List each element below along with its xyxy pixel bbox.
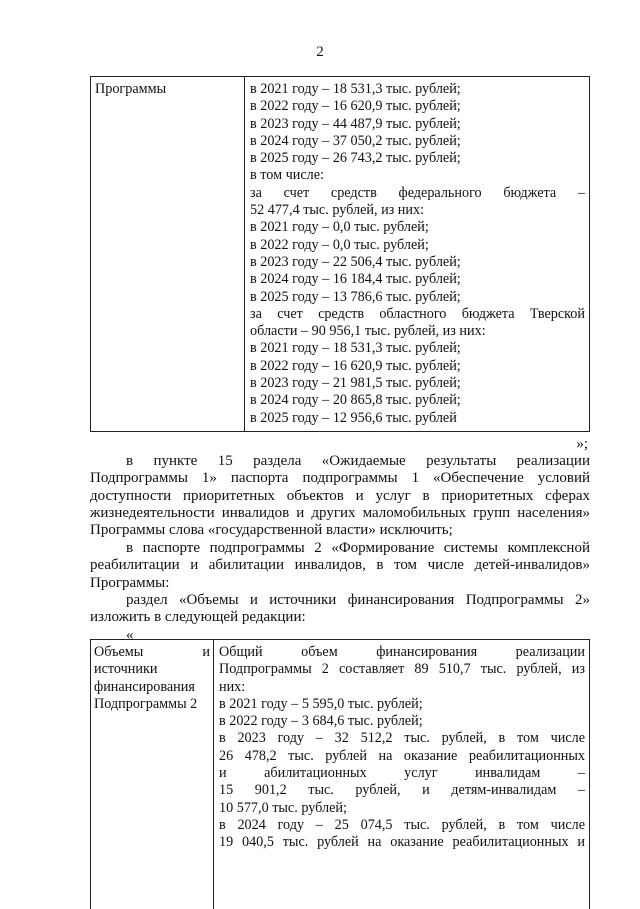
paragraph-line: Программы: (90, 574, 170, 591)
paragraph-line: в паспорте подпрограммы 2 «Формирование системы комплексной (126, 540, 590, 556)
paragraph-line: в пункте 15 раздела «Ожидаемые результаты реализации (126, 453, 590, 469)
funding-table-program (90, 76, 590, 432)
table-line: в 2024 году – 16 184,4 тыс. рублей; (250, 271, 461, 288)
table-line: в 2024 году – 25 074,5 тыс. рублей, в том числе (219, 816, 585, 833)
paragraph-line: раздел «Объемы и источники финансирования Подпрограммы 2» (126, 592, 590, 608)
paragraph-line: доступности приоритетных объектов и услуг в приоритетных сферах (90, 487, 590, 504)
table-line: в 2021 году – 18 531,3 тыс. рублей; (250, 81, 461, 97)
table-line: и абилитационных услуг инвалидам – (219, 765, 585, 782)
opening-quote: « (126, 626, 134, 643)
paragraph-subprogram-2 (90, 540, 590, 592)
paragraph-line: реабилитации и абилитации инвалидов, в том числе детей-инвалидов» (90, 557, 590, 574)
table-right-cell (250, 81, 585, 427)
table-line: 26 478,2 тыс. рублей на оказание реабилитационных (219, 747, 585, 764)
closing-quote: »; (576, 436, 588, 452)
table-line: в 2023 году – 44 487,9 тыс. рублей; (250, 115, 461, 132)
paragraph-line: изложить в следующей редакции: (90, 609, 306, 626)
table-left-line: финансирования (94, 678, 195, 695)
table-left-line: Подпрограммы 2 (94, 695, 198, 712)
table-line: в 2025 году – 12 956,6 тыс. рублей (250, 409, 457, 426)
table-left-label: Программы (95, 81, 167, 97)
table-line: Общий объем финансирования реализации (219, 644, 585, 660)
table-line: 52 477,4 тыс. рублей, из них: (250, 202, 425, 219)
table-line: области – 90 956,1 тыс. рублей, из них: (250, 323, 486, 340)
table-line: них: (219, 678, 246, 695)
table-line: Подпрограммы 2 составляет 89 510,7 тыс. рублей, из (219, 661, 585, 678)
table-line: в 2023 году – 32 512,2 тыс. рублей, в том числе (219, 730, 585, 747)
table-line: в 2022 году – 16 620,9 тыс. рублей; (250, 98, 461, 115)
table-line: в 2024 году – 20 865,8 тыс. рублей; (250, 392, 461, 409)
table-line: в 2022 году – 3 684,6 тыс. рублей; (219, 713, 423, 730)
table-line: в 2022 году – 0,0 тыс. рублей; (250, 236, 429, 253)
table-line: в 2023 году – 22 506,4 тыс. рублей; (250, 253, 461, 270)
table-left-line: источники (94, 661, 158, 678)
page-number: 2 (316, 44, 324, 60)
table-line: в 2021 году – 18 531,3 тыс. рублей; (250, 340, 461, 357)
funding-table-subprogram-2 (90, 639, 590, 909)
table-line: в 2025 году – 13 786,6 тыс. рублей; (250, 288, 461, 305)
table-line: 15 901,2 тыс. рублей, и детям-инвалидам – (219, 782, 585, 799)
table-line: в 2021 году – 5 595,0 тыс. рублей; (219, 695, 423, 712)
table-column-divider (213, 640, 214, 909)
table-line: за счет средств федерального бюджета – (250, 184, 585, 201)
paragraph-line: Подпрограммы 1» паспорта подпрограммы 1 «Обеспечение условий (90, 470, 590, 487)
table-left-label (94, 644, 210, 713)
paragraph-line: Программы слова «государственной власти» исключить; (90, 522, 453, 539)
table-line: 19 040,5 тыс. рублей на оказание реабилитационных и (219, 834, 585, 851)
paragraph-section-funding (90, 592, 590, 644)
table-line: в 2025 году – 26 743,2 тыс. рублей; (250, 150, 461, 167)
table-line: за счет средств областного бюджета Тверской (250, 305, 585, 322)
table-column-divider (244, 77, 245, 431)
table-right-cell (219, 644, 585, 852)
table-left-line: Объемы и (94, 644, 210, 660)
table-line: в 2023 году – 21 981,5 тыс. рублей; (250, 375, 461, 392)
table-line: в том числе: (250, 167, 324, 184)
paragraph-line: жизнедеятельности инвалидов и других маломобильных групп населения» (90, 504, 590, 521)
table-line: 10 577,0 тыс. рублей; (219, 799, 347, 816)
table-line: в 2022 году – 16 620,9 тыс. рублей; (250, 357, 461, 374)
table-line: в 2021 году – 0,0 тыс. рублей; (250, 219, 429, 236)
paragraph-item-15 (90, 453, 590, 539)
table-line: в 2024 году – 37 050,2 тыс. рублей; (250, 132, 461, 149)
